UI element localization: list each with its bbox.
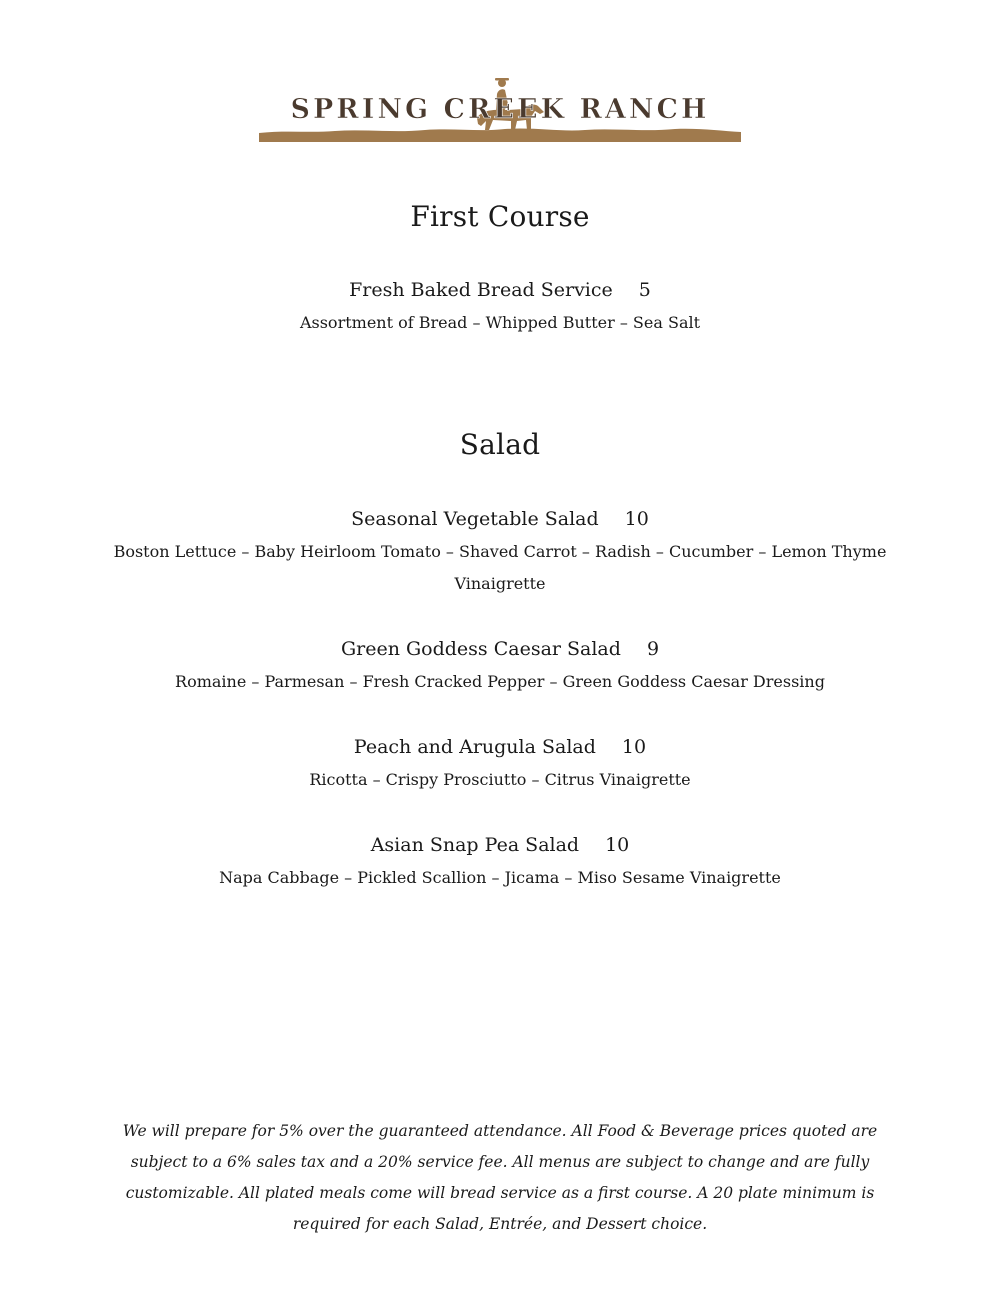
menu-item-name: Asian Snap Pea Salad [370, 834, 580, 856]
menu-item-header [110, 636, 890, 662]
menu-item-description: Napa Cabbage – Pickled Scallion – Jicama – Miso Sesame Vinaigrette [219, 868, 781, 887]
menu-item-header [110, 832, 890, 858]
menu-item-price: 10 [624, 508, 649, 530]
menu-item-price: 5 [638, 279, 651, 301]
menu-item [110, 636, 890, 698]
section-title-first-course: First Course [410, 200, 590, 233]
menu-item [110, 832, 890, 894]
menu-item-header [110, 734, 890, 760]
menu-item-name: Fresh Baked Bread Service [349, 279, 613, 301]
menu-item-description: Ricotta – Crispy Prosciutto – Citrus Vinaigrette [309, 770, 691, 789]
logo-graphic [255, 70, 745, 150]
menu-item-header [110, 277, 890, 303]
menu-item-description: Boston Lettuce – Baby Heirloom Tomato – Shaved Carrot – Radish – Cucumber – Lemon Thyme Vinaigrette [113, 542, 887, 593]
menu-item-price: 10 [621, 736, 647, 758]
menu-item-description: Romaine – Parmesan – Fresh Cracked Pepper – Green Goddess Caesar Dressing [175, 672, 825, 691]
logo-wordmark: SPRING CREEK RANCH [290, 94, 710, 125]
menu-item-description: Assortment of Bread – Whipped Butter – Sea Salt [299, 313, 701, 332]
menu-item-price: 10 [605, 834, 630, 856]
menu-item [110, 277, 890, 339]
menu-item [110, 506, 890, 600]
menu-item-name: Seasonal Vegetable Salad [351, 508, 599, 530]
menu-item-price: 9 [646, 638, 660, 660]
menu-item-header [110, 506, 890, 532]
menu-item-name: Green Goddess Caesar Salad [340, 638, 621, 660]
menu-item-name: Peach and Arugula Salad [353, 736, 596, 758]
footer-terms-note: We will prepare for 5% over the guaranteed attendance. All Food & Beverage prices quoted are subject to a 6% sales tax and a 20% service fee. All menus are subject to change and are fully customizable. All plated meals come will bread service as a first course. A 20 plate minimum is required for each Salad, Entrée, and Dessert choice. [122, 1122, 878, 1233]
section-title-salad: Salad [459, 428, 541, 461]
menu-item [110, 734, 890, 796]
spring-creek-ranch-logo [255, 70, 745, 150]
